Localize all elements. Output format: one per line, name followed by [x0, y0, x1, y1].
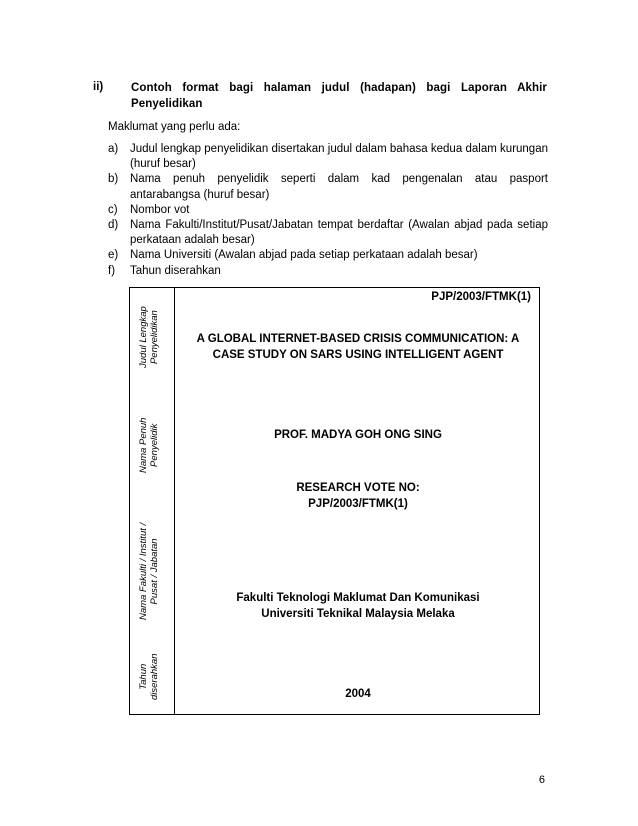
item-text: Judul lengkap penyelidikan disertakan judul dalam bahasa kedua dalam kurungan (huruf besar): [130, 143, 548, 171]
list-item: [108, 218, 548, 248]
list-item: [108, 264, 548, 279]
item-text: Nama Fakulti/Institut/Pusat/Jabatan tempat berdaftar (Awalan abjad pada setiap perkataan adalah besar): [130, 219, 548, 247]
label-nama-fakulti: Nama Fakulti / Institut / Pusat / Jabatan: [138, 522, 160, 620]
intro-text: Maklumat yang perlu ada:: [108, 121, 241, 133]
label-tahun: Tahun diserahkan: [138, 653, 160, 700]
item-label: c): [108, 203, 118, 216]
cover-page-sample: [129, 287, 540, 715]
item-label: d): [108, 219, 119, 232]
item-label: f): [108, 264, 116, 277]
item-text: Tahun diserahkan: [130, 264, 221, 277]
item-label: a): [108, 143, 119, 155]
submission-year: 2004: [345, 688, 371, 700]
list-item: [108, 248, 548, 263]
list-item: [108, 142, 548, 172]
institution: Fakulti Teknologi Maklumat Dan Komunikasi Universiti Teknikal Malaysia Melaka: [236, 592, 480, 620]
label-judul-lengkap: Judul Lengkap Penyelidikan: [138, 306, 160, 368]
item-text: Nama penuh penyelidik seperti dalam kad pengenalan atau pasport antarabangsa (huruf besar): [130, 173, 548, 201]
reference-code: PJP/2003/FTMK(1): [431, 291, 531, 303]
requirements-list: [108, 142, 548, 279]
page-number: 6: [538, 774, 545, 786]
section-number: ii): [93, 81, 104, 93]
item-text: Nombor vot: [130, 203, 190, 216]
label-nama-penuh: Nama Penuh Penyelidik: [138, 417, 160, 473]
list-item: [108, 203, 548, 218]
item-label: e): [108, 249, 119, 262]
list-item: [108, 172, 548, 202]
item-label: b): [108, 173, 119, 186]
item-text: Nama Universiti (Awalan abjad pada setiap perkataan adalah besar): [130, 249, 478, 262]
side-label-column: [130, 288, 175, 714]
researcher-name: PROF. MADYA GOH ONG SING: [274, 429, 442, 441]
cover-title: A GLOBAL INTERNET-BASED CRISIS COMMUNICATION: A CASE STUDY ON SARS USING INTELLIGENT AGENT: [196, 333, 520, 361]
vote-number: RESEARCH VOTE NO: PJP/2003/FTMK(1): [296, 482, 420, 510]
section-title: Contoh format bagi halaman judul (hadapan) bagi Laporan Akhir Penyelidikan: [131, 82, 547, 110]
